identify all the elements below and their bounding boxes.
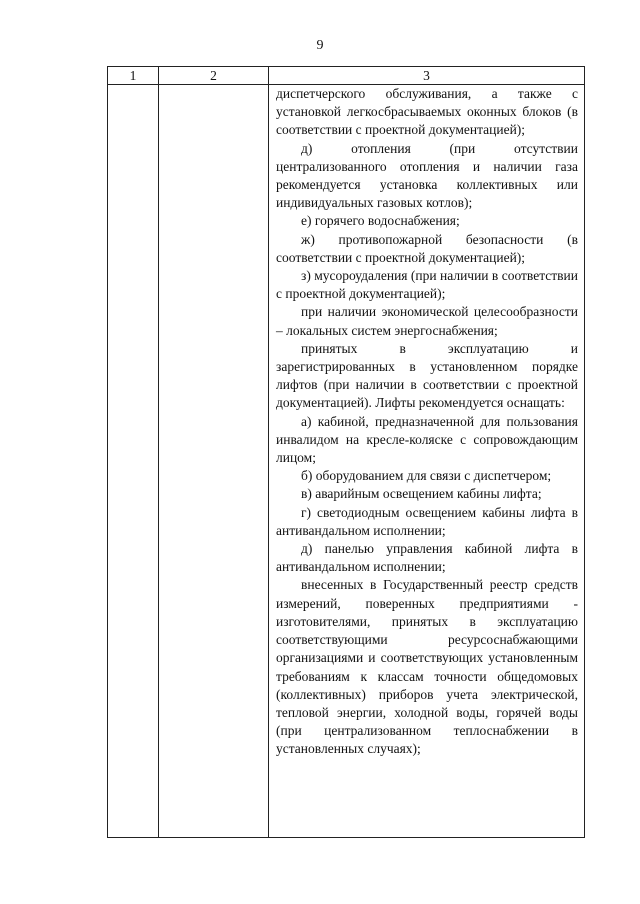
column-2-cell: [159, 85, 269, 838]
column-header-2: 2: [159, 67, 269, 85]
paragraph: ж) противопожарной безопасности (в соответствии с проектной документацией);: [276, 231, 578, 265]
paragraph: принятых в эксплуатацию и зарегистрированных в установленном порядке лифтов (при наличии в соответствии с проектной документацией). Лифты рекомендуется оснащать:: [276, 340, 578, 411]
paragraph: диспетчерского обслуживания, а также с установкой легкосбрасываемых оконных блоков (в соответствии с проектной документацией);: [276, 86, 578, 138]
paragraph: з) мусороудаления (при наличии в соответствии с проектной документацией);: [276, 268, 578, 302]
paragraph: в) аварийным освещением кабины лифта;: [301, 486, 542, 502]
column-header-1: 1: [108, 67, 159, 85]
paragraph: д) панелью управления кабиной лифта в антивандальном исполнении;: [276, 541, 578, 575]
column-header-3: 3: [269, 67, 585, 85]
paragraph: б) оборудованием для связи с диспетчером;: [301, 468, 552, 484]
paragraph: внесенных в Государственный реестр средств измерений, поверенных предприятиями - изготовителями, принятых в эксплуатацию соответствующими ресурсоснабжающими организациями и соответствующих установленным требованиям к классам точности общедомовых (коллективных) приборов учета электрической, тепловой энергии, холодной воды, горячей воды (при централизованном теплоснабжении в установленных случаях);: [276, 577, 578, 757]
paragraph: а) кабиной, предназначенной для пользования инвалидом на кресле-коляске с сопровождающим лицом;: [276, 413, 578, 466]
paragraph: при наличии экономической целесообразности – локальных систем энергоснабжения;: [276, 304, 578, 338]
column-3-cell: [269, 85, 585, 838]
document-table: [107, 66, 585, 838]
paragraph: г) светодиодным освещением кабины лифта в антивандальном исполнении;: [276, 504, 578, 538]
paragraph: д) отопления (при отсутствии централизованного отопления и наличии газа рекомендуется установка коллективных или индивидуальных газовых котлов);: [276, 140, 578, 211]
paragraph: е) горячего водоснабжения;: [301, 213, 460, 229]
page-number: 9: [316, 38, 324, 53]
column-1-cell: [108, 85, 159, 838]
table-row: [108, 85, 585, 838]
table-header-row: [108, 67, 585, 85]
